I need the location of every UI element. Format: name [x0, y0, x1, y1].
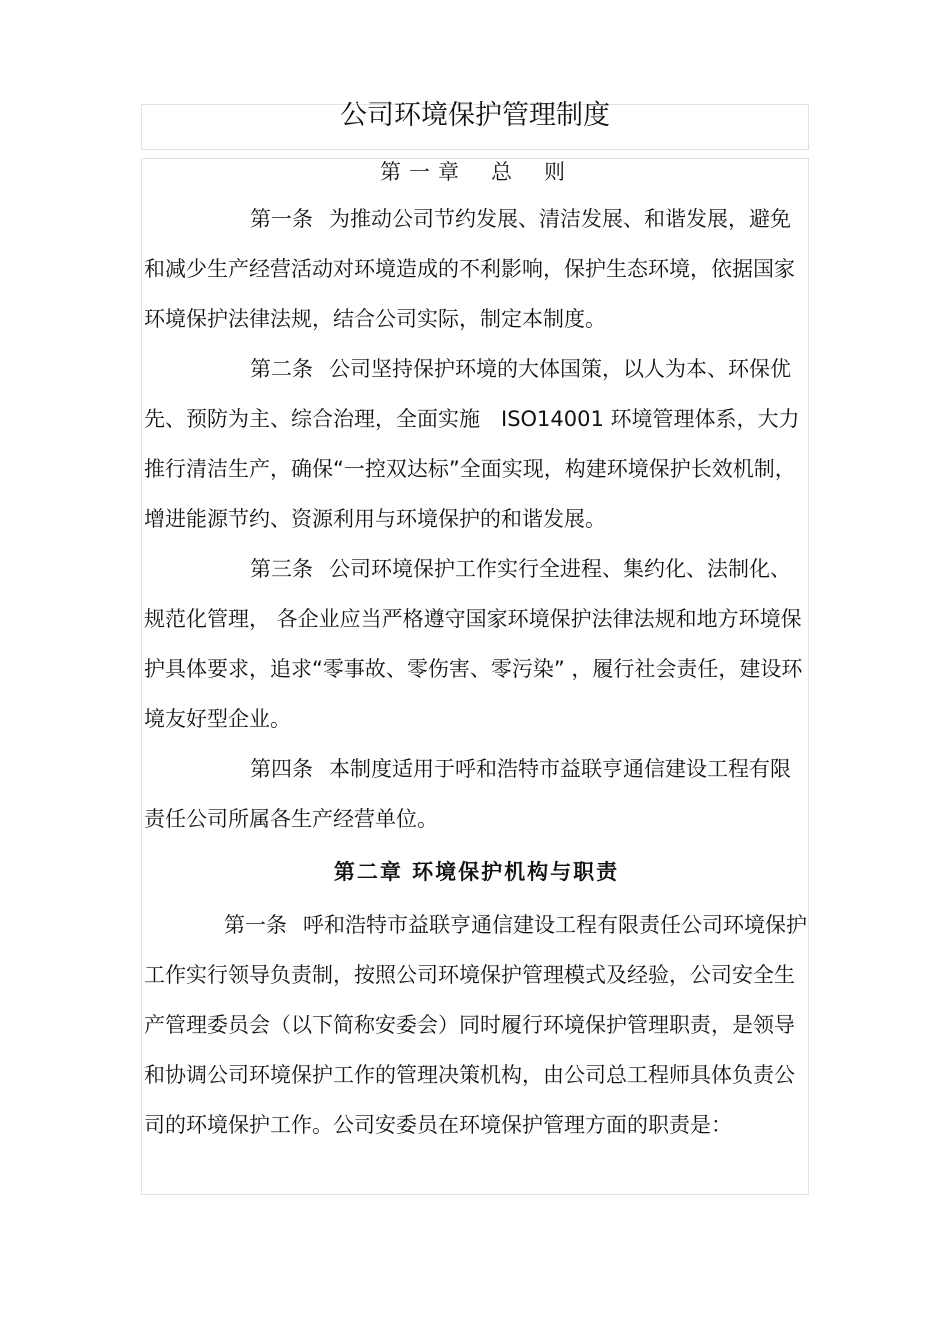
article-number: 第二条: [250, 357, 313, 381]
article-number: 第四条: [250, 757, 313, 781]
article-text: 本制度适用于呼和浩特市益联亨通信建设工程有限责任公司所属各生产经营单位。: [144, 757, 791, 831]
article-paragraph: [144, 344, 809, 544]
article-number: 第一条: [224, 913, 287, 937]
chapter-1-title-b: 则: [544, 160, 573, 184]
article-paragraph: [144, 900, 809, 1150]
article-text: 为推动公司节约发展、清洁发展、和谐发展，避免和减少生产经营活动对环境造成的不利影响，保护生态环境，依据国家环境保护法律法规，结合公司实际，制定本制度。: [144, 207, 795, 331]
article-paragraph: [144, 194, 809, 344]
document-title: 公司环境保护管理制度: [340, 100, 610, 131]
article-paragraph: [144, 744, 809, 844]
article-number: 第三条: [250, 557, 313, 581]
chapter-1-title-a: 总: [491, 160, 520, 184]
article-text: 呼和浩特市益联亨通信建设工程有限责任公司环境保护工作实行领导负责制，按照公司环境保护管理模式及经验，公司安全生产管理委员会（以下简称安委会）同时履行环境保护管理职责，是领导和协调公司环境保护工作的管理决策机构，由公司总工程师具体负责公司的环境保护工作。公司安委员在环境保护管理方面的职责是：: [144, 913, 807, 1137]
article-text: 公司坚持保护环境的大体国策，以人为本、环保优先、预防为主、综合治理，全面实施 ISO14001 环境管理体系，大力推行清洁生产，确保“一控双达标”全面实现，构建环境保护长效机制，增进能源节约、资源利用与环境保护的和谐发展。: [144, 357, 800, 531]
article-number: 第一条: [250, 207, 313, 231]
chapter-2-heading: 第二章 环境保护机构与职责: [333, 860, 620, 884]
chapter-2-articles: [144, 900, 809, 1150]
chapter-1-articles: [144, 194, 809, 844]
article-paragraph: [144, 544, 809, 744]
chapter-1-number: 第一章: [380, 160, 467, 184]
chapter-1-heading: [144, 152, 809, 192]
document-body: [144, 152, 809, 1150]
article-text: 公司环境保护工作实行全进程、集约化、法制化、规范化管理， 各企业应当严格遵守国家环境保护法律法规和地方环境保护具体要求，追求“零事故、零伤害、零污染” ，履行社会责任，建设环境友好型企业。: [144, 557, 803, 731]
